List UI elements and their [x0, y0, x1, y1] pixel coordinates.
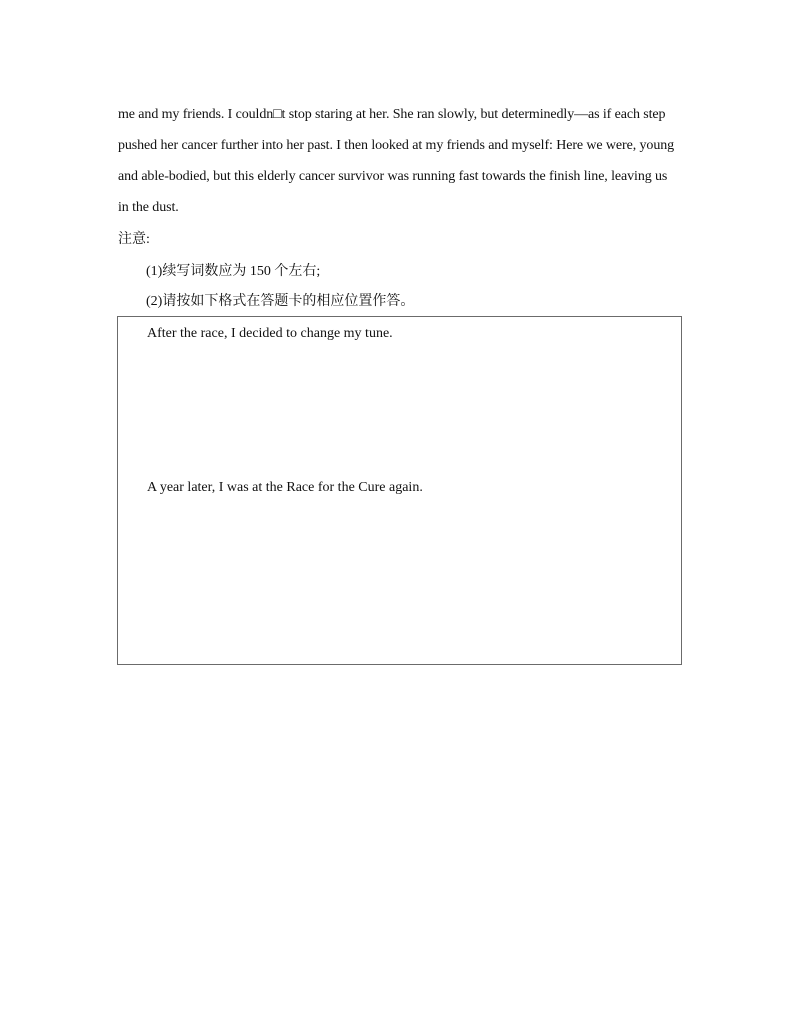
- answer-box: [117, 316, 682, 665]
- passage-line-2: pushed her cancer further into her past. I then looked at my friends and myself: Here we were, young: [118, 138, 675, 153]
- answer-prompt-2: A year later, I was at the Race for the Cure again.: [147, 480, 423, 495]
- note-item-1: (1)续写词数应为 150 个左右;: [146, 264, 321, 279]
- answer-prompt-1: After the race, I decided to change my tune.: [147, 326, 393, 341]
- passage-line-1: me and my friends. I couldn□t stop staring at her. She ran slowly, but determinedly—as if each step: [118, 107, 666, 122]
- passage-line-3: and able-bodied, but this elderly cancer survivor was running fast towards the finish line, leaving us: [118, 169, 668, 184]
- note-item-2: (2)请按如下格式在答题卡的相应位置作答。: [146, 294, 415, 309]
- notes-title: 注意:: [118, 232, 150, 247]
- passage-line-4: in the dust.: [118, 200, 179, 215]
